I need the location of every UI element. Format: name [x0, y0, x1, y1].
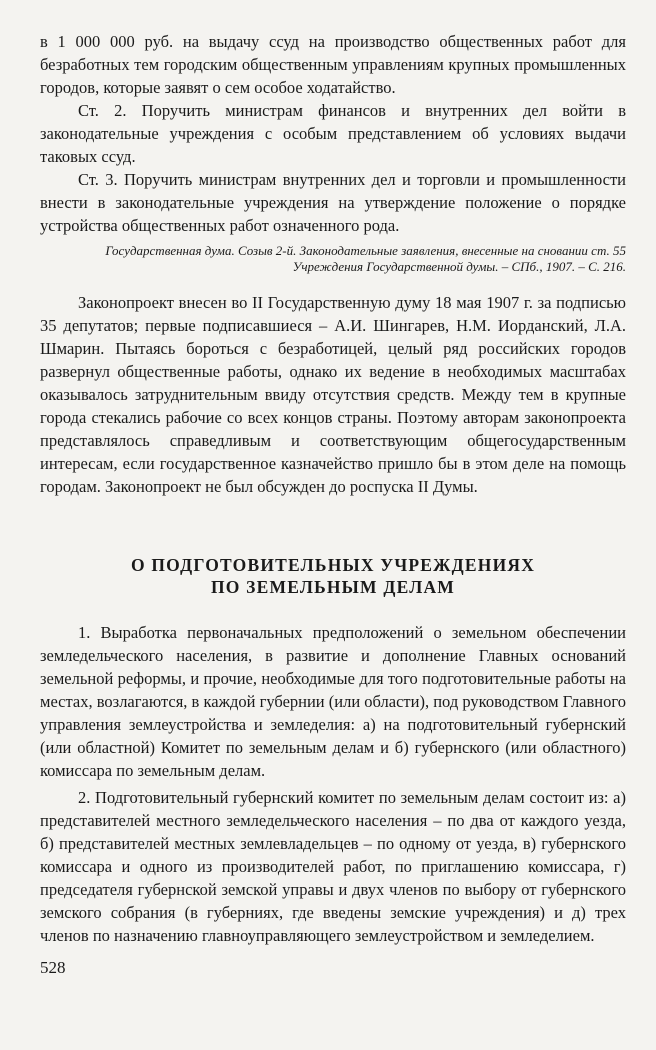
- page-number: 528: [40, 958, 66, 977]
- paragraph-article-3: Ст. 3. Поручить министрам внутренних дел и торговли и промышленности внести в законодательные учреждения на утверждение положение о порядке устройства общественных работ означенного рода.: [40, 170, 626, 235]
- section-heading-line-1: О ПОДГОТОВИТЕЛЬНЫХ УЧРЕЖДЕНИЯХ: [130, 555, 536, 575]
- paragraph-item-2: 2. Подготовительный губернский комитет по земельным делам состоит из: а) представителей местного земледельческого населения – по два от каждого уезда, б) представителей местных землевладельцев – по одному от уезда, в) губернского комиссара и одного из производителей работ, по приглашению комиссара, г) председателя губернской земской управы и двух членов по выбору от губернского земского собрания (в губерниях, где введены земские учреждения) и д) трех членов по назначению главноуправляющего землеустройством и земледелием.: [40, 788, 626, 945]
- paragraph-loan-amount: в 1 000 000 руб. на выдачу ссуд на производство общественных работ для безработных тем городским общественным управлениям крупных промышленных городов, которые заявят о сем особое ходатайство.: [40, 32, 626, 97]
- section-heading-line-2: ПО ЗЕМЕЛЬНЫМ ДЕЛАМ: [210, 577, 456, 597]
- paragraph-item-1: 1. Выработка первоначальных предположений о земельном обеспечении земледельческого населения, в развитие и дополнение Главных оснований земельной реформы, и прочие, необходимые для того подготовительные работы на местах, возлагаются, в каждой губернии (или области), под руководством Главного управления землеустройства и земледелия: а) на подготовительный губернский (или областной) Комитет по земельным делам и б) губернского (или областного) комиссара по земельным делам.: [40, 623, 626, 780]
- paragraph-commentary: Законопроект внесен во II Государственную думу 18 мая 1907 г. за подписью 35 депутатов; первые подписавшиеся – А.И. Шингарев, Н.М. Иорданский, Л.А. Шмарин. Пытаясь бороться с безработицей, целый ряд российских городов развернул общественные работы, однако их ведение в необходимых масштабах оказывалось затруднительным ввиду отсутствия средств. Между тем в крупные города стекались рабочие со всех концов страны. Поэтому авторам законопроекта представлялось справедливым и соответствующим общегосударственным интересам, если государственное казначейство пришло бы в этом деле на помощь городам. Законопроект не был обсужден до роспуска II Думы.: [40, 293, 626, 496]
- paragraph-article-2: Ст. 2. Поручить министрам финансов и внутренних дел войти в законодательные учреждения с особым представлением об условиях выдачи таковых ссуд.: [40, 101, 626, 166]
- section-heading: [40, 554, 626, 598]
- source-citation: Государственная дума. Созыв 2-й. Законодательные заявления, внесенные на сновании ст. 55 Учреждения Государственной думы. – СПб., 1907. – С. 216.: [105, 243, 626, 274]
